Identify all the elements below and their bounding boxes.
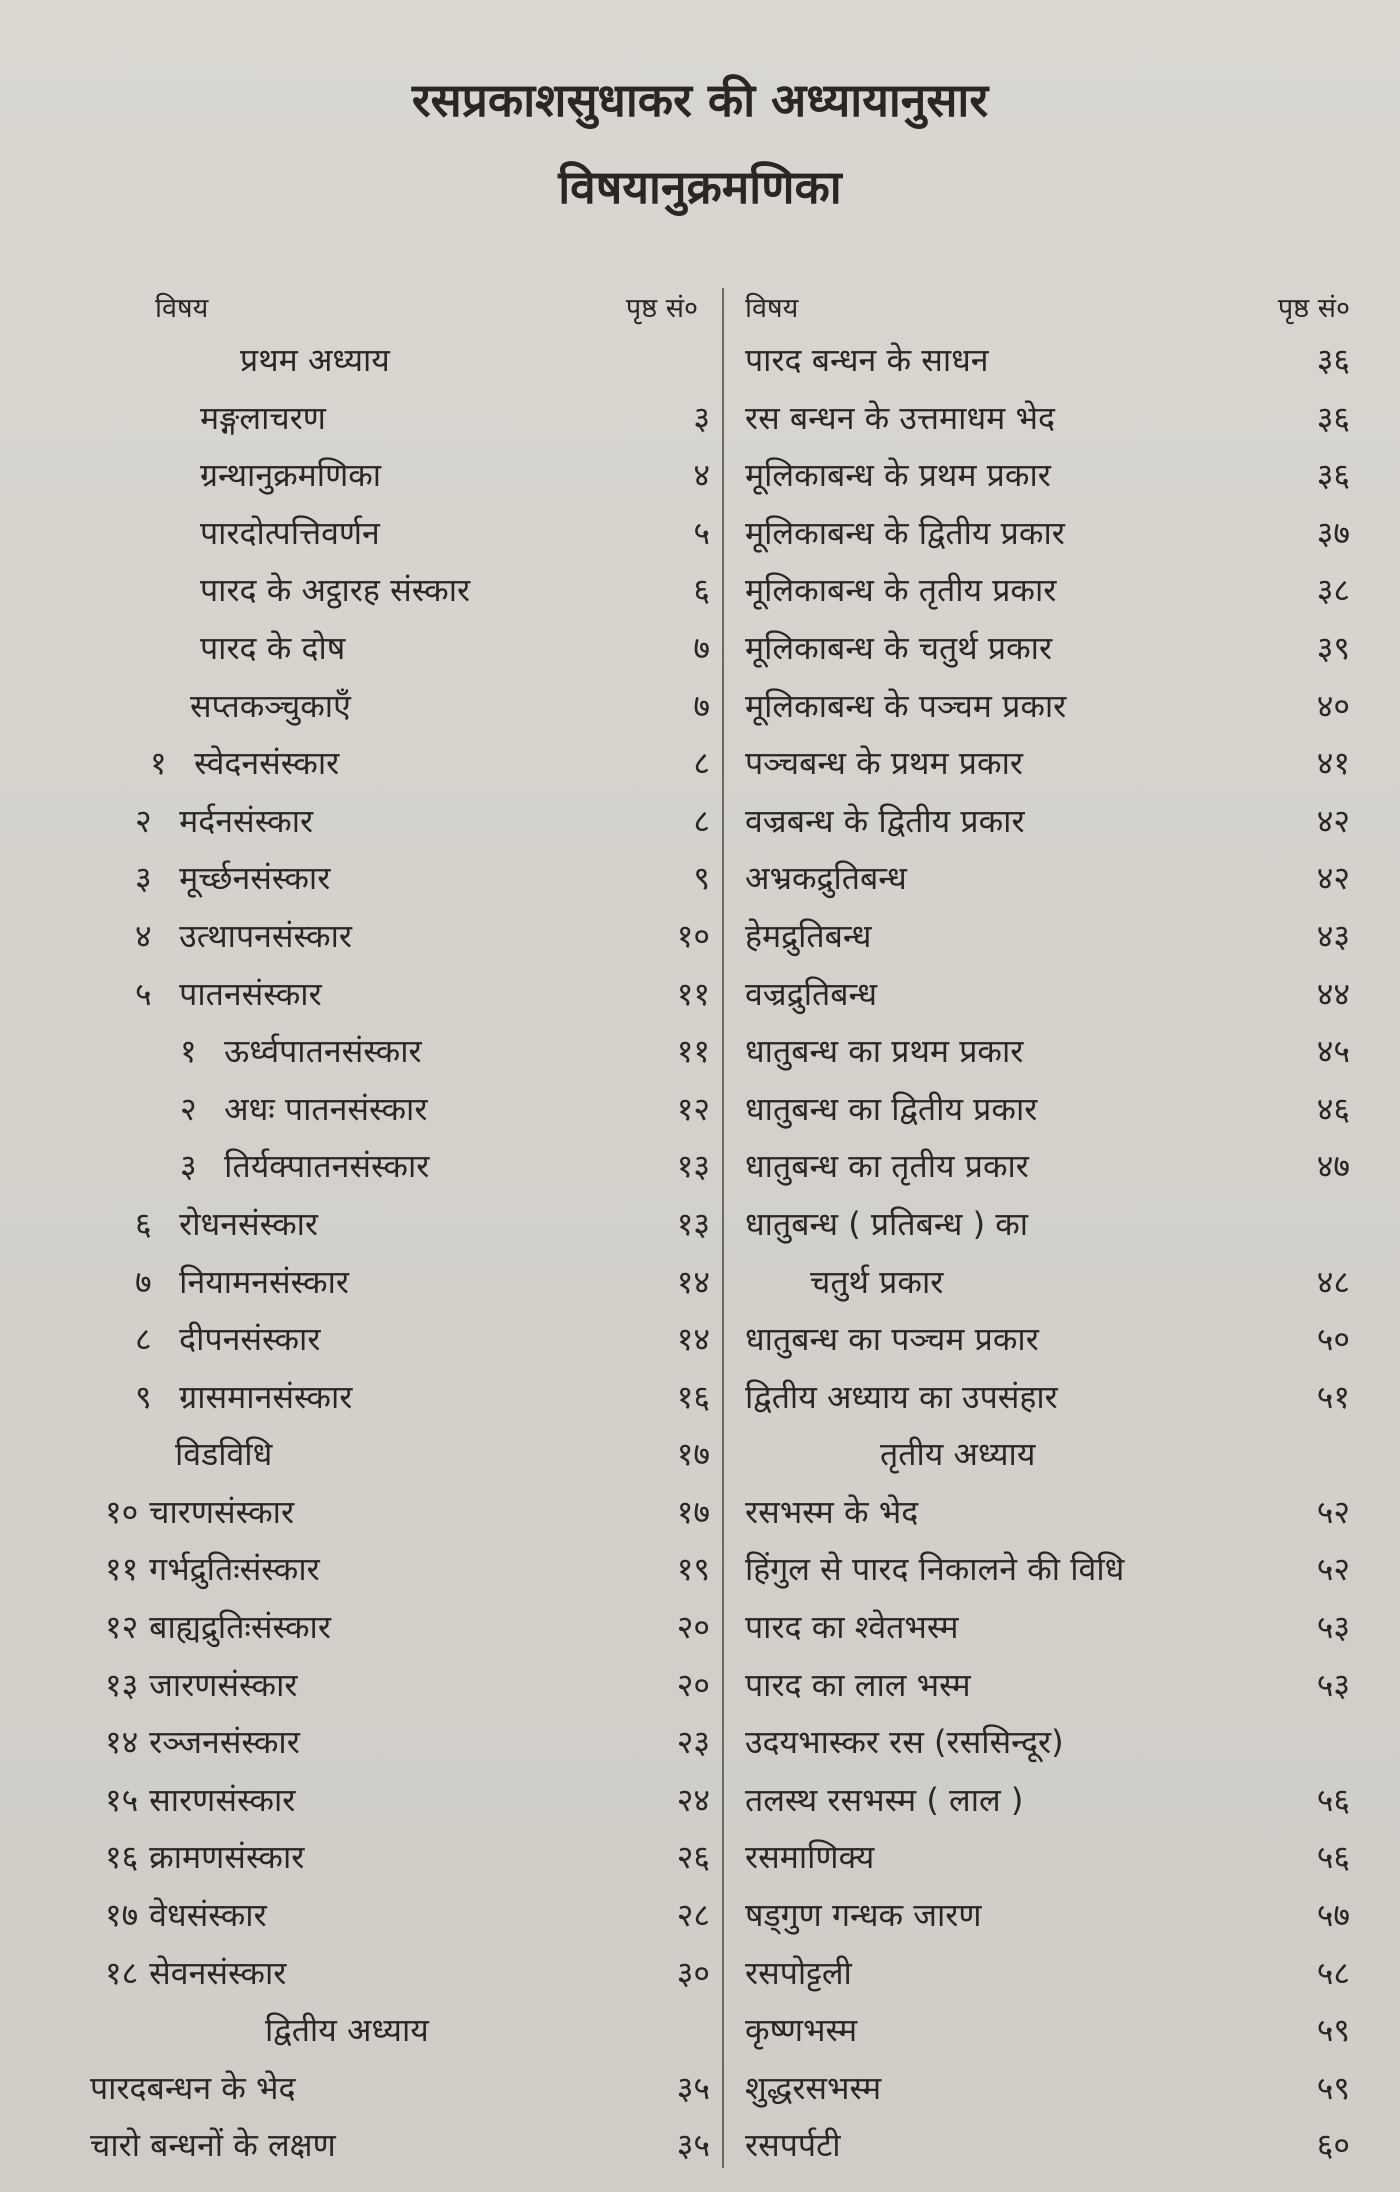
entry-title [105,1945,286,2003]
entry-text: धातुबन्ध का पञ्चम प्रकार [745,1320,1039,1359]
entry-title [745,1599,958,1657]
entry-text: रोधनसंस्कार [179,1204,319,1243]
toc-entry [80,1829,720,1887]
entry-text: वज्रबन्ध के द्वितीय प्रकार [745,801,1025,840]
toc-entry [80,505,720,563]
entry-number: ९ [135,1377,152,1416]
entry-page-number: ५१ [1316,1377,1350,1416]
entry-title [745,562,1056,620]
entry-page-number: ४२ [1316,859,1350,898]
entry-page-number: ३६ [1316,456,1350,495]
entry-title [200,447,381,505]
entry-text: कृष्णभस्म [745,2011,858,2050]
entry-page-number: ८ [693,744,710,783]
entry-page-number: ५२ [1316,1492,1350,1531]
entry-title [190,678,351,736]
entry-page-number: ६० [1316,2126,1350,2165]
entry-text: वज्रद्रुतिबन्ध [745,974,878,1013]
right-column-header [740,280,1350,332]
entry-text: पातनसंस्कार [179,974,322,1013]
entry-page-number: २३ [676,1723,710,1762]
entry-text: चारो बन्धनों के लक्षण [90,2126,336,2165]
entry-text: अधः पातनसंस्कार [224,1089,428,1128]
toc-entry [80,1541,720,1599]
entry-title [200,505,380,563]
entry-page-number: ३५ [676,2068,710,2107]
entry-text: अभ्रकद्रुतिबन्ध [745,859,907,898]
entry-text: मूलिकाबन्ध के तृतीय प्रकार [745,571,1057,610]
entry-title [135,966,322,1024]
entry-title [745,2060,881,2118]
entry-title [105,1484,294,1542]
entry-text: पारदोत्पत्तिवर्णन [200,513,380,552]
entry-number: ६ [135,1204,152,1243]
toc-entry [80,1657,720,1715]
entry-text: पञ्चबन्ध के प्रथम प्रकार [745,744,1023,783]
entry-text: सप्तकञ्चुकाएँ [190,686,351,725]
toc-entry [80,1138,720,1196]
entry-title [745,1081,1037,1139]
entry-page-number: ४८ [1316,1262,1350,1301]
entry-title [135,1311,320,1369]
chapter-heading [80,332,720,390]
entry-title [135,793,313,851]
toc-entry [80,2060,720,2118]
entry-title [180,1081,427,1139]
entry-title [90,2060,296,2118]
entry-page-number: ४७ [1316,1147,1350,1186]
entry-page-number: ४२ [1316,801,1350,840]
entry-title [200,390,326,448]
entry-text: द्वितीय अध्याय [265,2011,429,2050]
entry-page-number: ११ [676,974,710,1013]
entry-title [745,1196,1028,1254]
entry-title [745,1772,1023,1830]
entry-number: १ [150,744,167,783]
entry-text: धातुबन्ध का प्रथम प्रकार [745,1032,1024,1071]
entry-title [105,1829,304,1887]
toc-entry [80,620,720,678]
toc-entry [80,1369,720,1427]
entry-number: १ [180,1032,197,1071]
entry-title [150,735,339,793]
toc-entry [740,390,1350,448]
page-number-header: पृष्ठ सं० [1277,293,1350,324]
toc-entry [80,850,720,908]
entry-text: ऊर्ध्वपातनसंस्कार [224,1032,422,1071]
entry-title [745,678,1066,736]
entry-number: ५ [135,974,152,1013]
toc-entry [80,678,720,736]
entry-page-number: ८ [693,801,710,840]
toc-entry [80,908,720,966]
toc-entry [740,1829,1350,1887]
entry-page-number: ४० [1316,686,1350,725]
entry-text: रसपोट्टली [745,1953,852,1992]
chapter-heading [80,2002,720,2060]
toc-entry [740,620,1350,678]
entry-page-number: ५६ [1316,1838,1350,1877]
subject-header: विषय [155,293,209,324]
toc-entry [80,390,720,448]
entry-title [175,1426,272,1484]
toc-entry [80,1023,720,1081]
entry-number: १४ [105,1723,139,1762]
entry-page-number: ३९ [1316,628,1350,667]
entry-text: धातुबन्ध ( प्रतिबन्ध ) का [745,1204,1029,1243]
entry-title [880,1426,1035,1484]
entry-title [745,1311,1039,1369]
entry-text: बाह्यद्रुतिःसंस्कार [149,1608,331,1647]
toc-entry [80,735,720,793]
toc-entry [740,1254,1350,1312]
toc-entry [740,1081,1350,1139]
entry-text: उत्थापनसंस्कार [179,916,352,955]
left-column-header [80,280,720,332]
entry-title [135,1254,349,1312]
entry-page-number: ४१ [1316,744,1350,783]
entry-title [135,1369,352,1427]
toc-entry [740,908,1350,966]
entry-title [745,390,1055,448]
entry-page-number: ६ [693,571,710,610]
entry-page-number: ३५ [676,2126,710,2165]
entry-text: रसमाणिक्य [745,1838,875,1877]
entry-text: विडविधि [175,1435,273,1474]
toc-entry [80,1081,720,1139]
entry-number: १७ [105,1896,139,1935]
toc-entry [80,1772,720,1830]
entry-text: रसपर्पटी [745,2126,841,2165]
toc-entry [80,793,720,851]
entry-number: १२ [105,1608,139,1647]
entry-title [240,332,390,390]
entry-text: पारदबन्धन के भेद [90,2068,296,2107]
entry-page-number: ५७ [1316,1896,1350,1935]
entry-number: २ [180,1089,197,1128]
entry-number: ३ [180,1147,197,1186]
entry-text: पारद के दोष [200,628,346,667]
entry-title [745,1023,1023,1081]
entry-text: मङ्गलाचरण [200,398,326,437]
entry-title [810,1254,943,1312]
entry-page-number: ४४ [1316,974,1350,1013]
toc-entry [740,1887,1350,1945]
entry-page-number: १२ [676,1089,710,1128]
entry-title [745,1887,982,1945]
entry-text: तिर्यक्पातनसंस्कार [224,1147,430,1186]
entry-title [745,620,1052,678]
entry-text: सेवनसंस्कार [149,1953,287,1992]
entry-page-number: २८ [676,1896,710,1935]
entry-title [745,447,1051,505]
toc-entry [740,1369,1350,1427]
entry-text: मूलिकाबन्ध के द्वितीय प्रकार [745,513,1065,552]
entry-title [745,793,1025,851]
entry-title [745,908,871,966]
entry-text: हिंगुल से पारद निकालने की विधि [745,1550,1125,1589]
entry-text: रसभस्म के भेद [745,1492,919,1531]
entry-title [105,1541,320,1599]
toc-entry [740,562,1350,620]
entry-page-number: ५२ [1316,1550,1350,1589]
column-divider [722,288,724,2168]
toc-entry [740,505,1350,563]
entry-title [265,2002,429,2060]
entry-number: ३ [135,859,152,898]
toc-entry [80,1311,720,1369]
entry-page-number: ५ [693,513,710,552]
entry-title [745,1484,918,1542]
page-number-header: पृष्ठ सं० [625,293,698,324]
entry-page-number: १४ [676,1320,710,1359]
entry-number: ८ [135,1320,152,1359]
entry-page-number: ११ [676,1032,710,1071]
entry-text: वेधसंस्कार [149,1896,267,1935]
toc-entry [740,332,1350,390]
entry-text: मर्दनसंस्कार [179,801,314,840]
entry-text: जारणसंस्कार [149,1665,298,1704]
entry-page-number: २० [676,1665,710,1704]
toc-entry [740,850,1350,908]
entry-text: चारणसंस्कार [149,1492,295,1531]
entry-page-number: ५८ [1316,1953,1350,1992]
entry-page-number: ३ [693,398,710,437]
entry-number: १३ [105,1665,139,1704]
entry-page-number: २६ [676,1838,710,1877]
toc-entry [740,1541,1350,1599]
toc-entry [740,1023,1350,1081]
entry-text: सारणसंस्कार [149,1780,296,1819]
document-title: रसप्रकाशसुधाकर की अध्यायानुसार [411,73,989,127]
entry-text: गर्भद्रुतिःसंस्कार [149,1550,320,1589]
entry-page-number: ३६ [1316,341,1350,379]
toc-entry [740,793,1350,851]
toc-entry [740,1714,1350,1772]
toc-left-column [80,280,720,2175]
toc-entry [740,1196,1350,1254]
toc-entry [740,1657,1350,1715]
toc-entry [740,1138,1350,1196]
toc-right-column [740,280,1350,2175]
entry-text: पारद का लाल भस्म [745,1665,971,1704]
entry-page-number: ५६ [1316,1780,1350,1819]
entry-text: हेमद्रुतिबन्ध [745,916,872,955]
entry-page-number: ५९ [1316,2068,1350,2107]
entry-text: द्वितीय अध्याय का उपसंहार [745,1377,1058,1416]
entry-number: १५ [105,1780,139,1819]
toc-entry [80,1484,720,1542]
entry-page-number: ९ [693,859,710,898]
subject-header: विषय [745,293,799,324]
entry-title [745,850,907,908]
entry-title [745,735,1023,793]
toc-entry [740,1311,1350,1369]
entry-number: ११ [105,1550,139,1589]
entry-text: स्वेदनसंस्कार [194,744,340,783]
entry-text: प्रथम अध्याय [240,341,390,379]
toc-entry [740,1772,1350,1830]
entry-page-number: १६ [676,1377,710,1416]
entry-text: शुद्धरसभस्म [745,2068,882,2107]
left-entries [80,332,720,2175]
toc-entry [80,2117,720,2175]
entry-title [135,1196,318,1254]
entry-number: १६ [105,1838,139,1877]
entry-title [745,1541,1124,1599]
entry-text: रस बन्धन के उत्तमाधम भेद [745,398,1055,437]
entry-page-number: ३६ [1316,398,1350,437]
entry-page-number: १० [676,916,710,955]
toc-entry [740,2117,1350,2175]
entry-page-number: १३ [676,1204,710,1243]
document-subtitle: विषयानुक्रमणिका [558,160,842,214]
entry-title [745,1945,852,2003]
toc-entry [740,1484,1350,1542]
entry-title [745,966,877,1024]
toc-entry [740,678,1350,736]
entry-text: तलस्थ रसभस्म ( लाल ) [745,1780,1024,1819]
entry-page-number: ५० [1316,1320,1350,1359]
entry-title [105,1772,295,1830]
toc-entry [80,966,720,1024]
toc-entry [740,1599,1350,1657]
entry-text: ग्रन्थानुक्रमणिका [200,456,382,495]
entry-title [135,908,352,966]
entry-text: षड्गुण गन्धक जारण [745,1896,982,1935]
entry-title [105,1599,331,1657]
entry-page-number: ४६ [1316,1089,1350,1128]
toc-entry [740,2060,1350,2118]
toc-entry [740,2002,1350,2060]
entry-page-number: १७ [676,1492,710,1531]
entry-text: दीपनसंस्कार [179,1320,321,1359]
entry-page-number: ७ [693,686,710,725]
entry-text: धातुबन्ध का द्वितीय प्रकार [745,1089,1038,1128]
entry-text: पारद बन्धन के साधन [745,341,989,379]
entry-title [745,2117,841,2175]
entry-number: ७ [135,1262,152,1301]
entry-page-number: ५३ [1316,1608,1350,1647]
entry-text: ग्रासमानसंस्कार [179,1377,353,1416]
entry-title [200,562,470,620]
entry-text: नियामनसंस्कार [179,1262,349,1301]
entry-text: मूलिकाबन्ध के चतुर्थ प्रकार [745,628,1053,667]
toc-entry [80,1254,720,1312]
entry-page-number: ७ [693,628,710,667]
entry-title [745,1138,1029,1196]
toc-entry [740,1945,1350,2003]
entry-title [745,1829,874,1887]
toc-entry [740,447,1350,505]
entry-title [200,620,345,678]
entry-text: रञ्जनसंस्कार [149,1723,300,1762]
entry-text: तृतीय अध्याय [880,1435,1036,1474]
entry-text: पारद का श्वेतभस्म [745,1608,959,1647]
entry-page-number: ५९ [1316,2011,1350,2050]
entry-title [745,1657,971,1715]
toc-entry [740,966,1350,1024]
toc-entry [740,735,1350,793]
entry-text: मूर्च्छनसंस्कार [179,859,331,898]
entry-page-number: ५३ [1316,1665,1350,1704]
entry-title [105,1657,297,1715]
entry-title [745,2002,857,2060]
entry-page-number: १३ [676,1147,710,1186]
entry-page-number: ३७ [1316,513,1350,552]
entry-title [745,1714,1064,1772]
toc-entry [80,1714,720,1772]
entry-text: मूलिकाबन्ध के प्रथम प्रकार [745,456,1051,495]
entry-title [745,332,989,390]
entry-title [745,1369,1058,1427]
entry-title [105,1887,267,1945]
chapter-heading [740,1426,1350,1484]
entry-page-number: ४५ [1316,1032,1350,1071]
entry-title [180,1138,429,1196]
entry-page-number: २४ [676,1780,710,1819]
entry-title [90,2117,336,2175]
entry-number: ४ [135,916,152,955]
entry-text: पारद के अट्ठारह संस्कार [200,571,471,610]
entry-number: १८ [105,1953,139,1992]
entry-title [135,850,330,908]
entry-page-number: १९ [676,1550,710,1589]
toc-entry [80,1945,720,2003]
toc-entry [80,1599,720,1657]
entry-page-number: ३८ [1316,571,1350,610]
entry-title [745,505,1065,563]
toc-entry [80,562,720,620]
entry-text: मूलिकाबन्ध के पञ्चम प्रकार [745,686,1067,725]
toc-entry [80,447,720,505]
entry-text: उदयभास्कर रस (रससिन्दूर) [745,1723,1064,1762]
entry-text: धातुबन्ध का तृतीय प्रकार [745,1147,1029,1186]
right-entries [740,332,1350,2175]
entry-page-number: ४३ [1316,916,1350,955]
toc-entry [80,1887,720,1945]
toc-entry [80,1426,720,1484]
toc-entry [80,1196,720,1254]
entry-page-number: १७ [676,1435,710,1474]
entry-text: क्रामणसंस्कार [149,1838,305,1877]
entry-page-number: ३० [676,1953,710,1992]
entry-title [180,1023,422,1081]
entry-title [105,1714,300,1772]
entry-number: २ [135,801,152,840]
entry-page-number: १४ [676,1262,710,1301]
entry-text: चतुर्थ प्रकार [810,1262,944,1301]
entry-page-number: ४ [693,456,710,495]
entry-page-number: २० [676,1608,710,1647]
entry-number: १० [105,1492,139,1531]
